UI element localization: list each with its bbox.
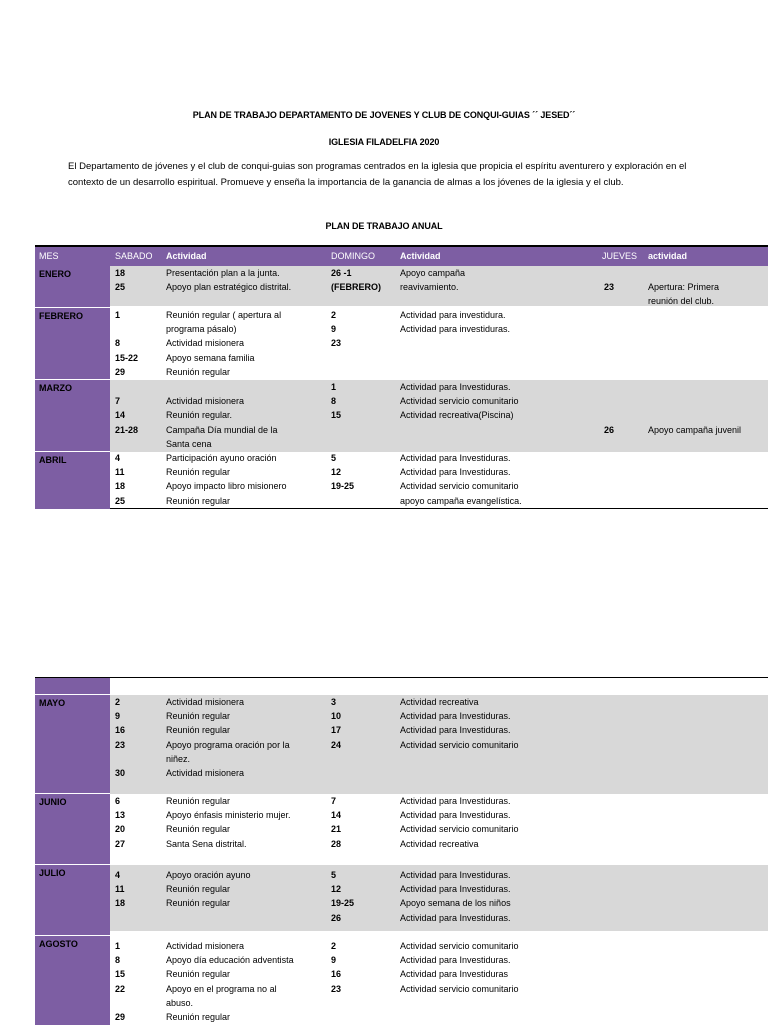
febrero-sabado-activity: Reunión regular ( apertura al: [166, 310, 282, 320]
marzo-sabado-date: 14: [115, 410, 126, 421]
agosto-sabado-activity: Apoyo en el programa no al: [166, 983, 277, 994]
abril-sabado-activity: Participación ayuno oración: [166, 453, 277, 463]
mayo-domingo-activity: Actividad para Investiduras.: [400, 725, 511, 736]
agosto-domingo-date: 9: [331, 955, 337, 966]
agosto-sabado-date: 29: [115, 1012, 126, 1022]
junio-sabado-date: 20: [115, 824, 126, 835]
agosto-domingo-date: 23: [331, 983, 342, 994]
julio-domingo-activity: Actividad para Investiduras.: [400, 912, 511, 923]
agosto-sabado-activity: Actividad misionera: [166, 941, 245, 951]
julio-sabado-date: 18: [115, 898, 126, 909]
abril-sabado-date: 25: [115, 495, 126, 506]
febrero-sabado-activity: Apoyo semana familia: [166, 352, 255, 363]
mayo-domingo-activity: Actividad recreativa: [400, 697, 479, 707]
header-jueves: JUEVES: [602, 251, 638, 261]
month-abril: ABRIL: [35, 451, 110, 509]
junio-domingo-activity: Actividad servicio comunitario: [400, 824, 519, 835]
plan-table-page-1: [35, 245, 768, 510]
julio-sabado-activity: Reunión regular: [166, 884, 231, 895]
marzo-domingo-activity: Actividad servicio comunitario: [400, 396, 519, 407]
abril-sabado-activity: Apoyo impacto libro misionero: [166, 481, 287, 492]
abril-domingo-date: 5: [331, 453, 337, 463]
document-subtitle: IGLESIA FILADELFIA 2020: [328, 137, 440, 147]
enero-domingo-date: (FEBRERO): [331, 282, 381, 293]
marzo-sabado-date: 7: [115, 396, 121, 407]
month-mayo: MAYO: [35, 694, 110, 794]
mayo-sabado-activity: niñez.: [166, 753, 191, 764]
mayo-domingo-date: 17: [331, 725, 342, 736]
marzo-sabado-activity: Actividad misionera: [166, 396, 245, 407]
header-mes: MES: [39, 251, 59, 261]
junio-sabado-date: 13: [115, 810, 126, 821]
febrero-sabado-date: 8: [115, 338, 121, 349]
febrero-sabado-activity: Reunión regular: [166, 366, 231, 377]
marzo-sabado-activity: Reunión regular.: [166, 410, 233, 421]
marzo-sabado-date: 21-28: [115, 424, 139, 435]
mayo-sabado-activity: Reunión regular: [166, 725, 231, 736]
enero-jueves-activity: Apertura: Primera: [648, 282, 720, 293]
junio-sabado-activity: Santa Sena distrital.: [166, 838, 247, 849]
julio-sabado-activity: Apoyo oración ayuno: [166, 870, 251, 880]
mayo-domingo-date: 24: [331, 739, 342, 750]
agosto-sabado-date: 15: [115, 969, 126, 980]
month-enero: ENERO: [35, 266, 110, 307]
julio-sabado-date: 11: [115, 884, 125, 895]
abril-sabado-date: 11: [115, 467, 125, 478]
febrero-domingo-activity: Actividad para investiduras.: [400, 324, 511, 335]
mayo-sabado-date: 2: [115, 697, 121, 707]
month-agosto: AGOSTO: [35, 935, 110, 1025]
month-junio: JUNIO: [35, 793, 110, 865]
header-actividad-sabado: Actividad: [166, 251, 207, 261]
month-febrero: FEBRERO: [35, 307, 110, 380]
febrero-domingo-date: 2: [331, 310, 337, 320]
month-blank-header: [35, 678, 110, 694]
enero-jueves-activity: reunión del club.: [648, 296, 715, 307]
mayo-sabado-date: 16: [115, 725, 126, 736]
febrero-sabado-activity: programa pásalo): [166, 324, 237, 335]
agosto-domingo-date: 16: [331, 969, 342, 980]
julio-sabado-activity: Reunión regular: [166, 898, 231, 909]
enero-jueves-date: 23: [604, 282, 615, 293]
agosto-sabado-activity: Apoyo día educación adventista: [166, 955, 294, 966]
junio-domingo-date: 21: [331, 824, 342, 835]
marzo-jueves-activity: Apoyo campaña juvenil: [648, 424, 742, 435]
marzo-domingo-date: 8: [331, 396, 337, 407]
abril-sabado-date: 18: [115, 481, 126, 492]
febrero-domingo-date: 9: [331, 324, 337, 335]
agosto-domingo-activity: Actividad servicio comunitario: [400, 983, 519, 994]
abril-domingo-date: 19-25: [331, 481, 355, 492]
agosto-sabado-activity: Reunión regular: [166, 969, 231, 980]
month-julio: JULIO: [35, 864, 110, 936]
document-title: PLAN DE TRABAJO DEPARTAMENTO DE JOVENES Y CLUB DE CONQUI-GUIAS ´´ JESED´´: [192, 110, 576, 120]
agosto-sabado-date: 22: [115, 983, 126, 994]
junio-sabado-date: 27: [115, 838, 126, 849]
julio-domingo-activity: Actividad para Investiduras.: [400, 884, 511, 895]
junio-sabado-activity: Reunión regular: [166, 796, 231, 806]
julio-domingo-date: 26: [331, 912, 342, 923]
febrero-domingo-activity: Actividad para investidura.: [400, 310, 506, 320]
abril-sabado-activity: Reunión regular: [166, 467, 231, 478]
abril-domingo-activity: Actividad para Investiduras.: [400, 453, 511, 463]
enero-domingo-activity: Apoyo campaña: [400, 268, 466, 278]
enero-sabado-date: 25: [115, 282, 126, 293]
junio-sabado-activity: Apoyo énfasis ministerio mujer.: [166, 810, 291, 821]
table-bottom-rule: [110, 508, 768, 509]
mayo-domingo-activity: Actividad para Investiduras.: [400, 711, 511, 722]
agosto-sabado-activity: abuso.: [166, 997, 194, 1008]
junio-domingo-date: 7: [331, 796, 337, 806]
table-header-row: [35, 247, 768, 266]
agosto-sabado-date: 1: [115, 941, 121, 951]
mayo-domingo-date: 10: [331, 711, 342, 722]
febrero-domingo-date: 23: [331, 338, 342, 349]
julio-domingo-activity: Apoyo semana de los niños: [400, 898, 511, 909]
agosto-domingo-activity: Actividad servicio comunitario: [400, 941, 519, 951]
mayo-sabado-date: 23: [115, 739, 126, 750]
header-domingo: DOMINGO: [331, 251, 375, 261]
junio-domingo-date: 14: [331, 810, 342, 821]
agosto-domingo-date: 2: [331, 941, 337, 951]
abril-domingo-date: 12: [331, 467, 342, 478]
junio-domingo-activity: Actividad para Investiduras.: [400, 810, 511, 821]
plan-table-page-2: [35, 677, 768, 1024]
abril-domingo-activity: Actividad servicio comunitario: [400, 481, 519, 492]
marzo-domingo-activity: Actividad para Investiduras.: [400, 382, 511, 392]
julio-domingo-date: 5: [331, 870, 337, 880]
mayo-sabado-activity: Reunión regular: [166, 711, 231, 722]
abril-sabado-date: 4: [115, 453, 121, 463]
enero-domingo-activity: reavivamiento.: [400, 282, 459, 293]
agosto-domingo-activity: Actividad para Investiduras: [400, 969, 509, 980]
mayo-sabado-activity: Apoyo programa oración por la: [166, 739, 290, 750]
marzo-sabado-activity: Santa cena: [166, 438, 212, 449]
marzo-sabado-activity: Campaña Día mundial de la: [166, 424, 278, 435]
agosto-domingo-activity: Actividad para Investiduras.: [400, 955, 511, 966]
marzo-jueves-date: 26: [604, 424, 615, 435]
enero-sabado-activity: Presentación plan a la junta.: [166, 268, 280, 278]
agosto-sabado-activity: Reunión regular: [166, 1012, 231, 1022]
junio-domingo-activity: Actividad para Investiduras.: [400, 796, 511, 806]
table-top-rule: [35, 677, 768, 678]
month-marzo: MARZO: [35, 379, 110, 452]
enero-domingo-date: 26 -1: [331, 268, 352, 278]
enero-sabado-activity: Apoyo plan estratégico distrital.: [166, 282, 292, 293]
febrero-sabado-date: 1: [115, 310, 121, 320]
marzo-domingo-date: 15: [331, 410, 342, 421]
junio-sabado-date: 6: [115, 796, 121, 806]
mayo-sabado-date: 9: [115, 711, 121, 722]
header-sabado: SABADO: [115, 251, 153, 261]
abril-sabado-activity: Reunión regular: [166, 495, 231, 506]
junio-domingo-date: 28: [331, 838, 342, 849]
marzo-domingo-activity: Actividad recreativa(Piscina): [400, 410, 514, 421]
febrero-sabado-date: 15-22: [115, 352, 139, 363]
julio-sabado-date: 4: [115, 870, 121, 880]
febrero-sabado-date: 29: [115, 366, 126, 377]
agosto-sabado-date: 8: [115, 955, 121, 966]
mayo-sabado-date: 30: [115, 768, 126, 778]
abril-domingo-activity: Actividad para Investiduras.: [400, 467, 511, 478]
mayo-domingo-activity: Actividad servicio comunitario: [400, 739, 519, 750]
section-title: PLAN DE TRABAJO ANUAL: [325, 221, 443, 231]
header-actividad-jueves: actividad: [648, 251, 688, 261]
junio-domingo-activity: Actividad recreativa: [400, 838, 479, 849]
intro-paragraph: El Departamento de jóvenes y el club de conqui-guias son programas centrados en la iglesia que propicia el espíritu aventurero y exploración en el contexto de un desarrollo espiritual. Promueve y enseña la importancia de la ganancia de almas a los jóvenes de la iglesia y el club.: [68, 161, 687, 188]
header-actividad-domingo: Actividad: [400, 251, 441, 261]
abril-domingo-activity: apoyo campaña evangelística.: [400, 495, 522, 506]
julio-domingo-date: 12: [331, 884, 342, 895]
mayo-sabado-activity: Actividad misionera: [166, 768, 245, 778]
julio-domingo-activity: Actividad para Investiduras.: [400, 870, 511, 880]
enero-sabado-date: 18: [115, 268, 126, 278]
mayo-sabado-activity: Actividad misionera: [166, 697, 245, 707]
marzo-domingo-date: 1: [331, 382, 337, 392]
julio-domingo-date: 19-25: [331, 898, 355, 909]
mayo-domingo-date: 3: [331, 697, 337, 707]
febrero-sabado-activity: Actividad misionera: [166, 338, 245, 349]
junio-sabado-activity: Reunión regular: [166, 824, 231, 835]
